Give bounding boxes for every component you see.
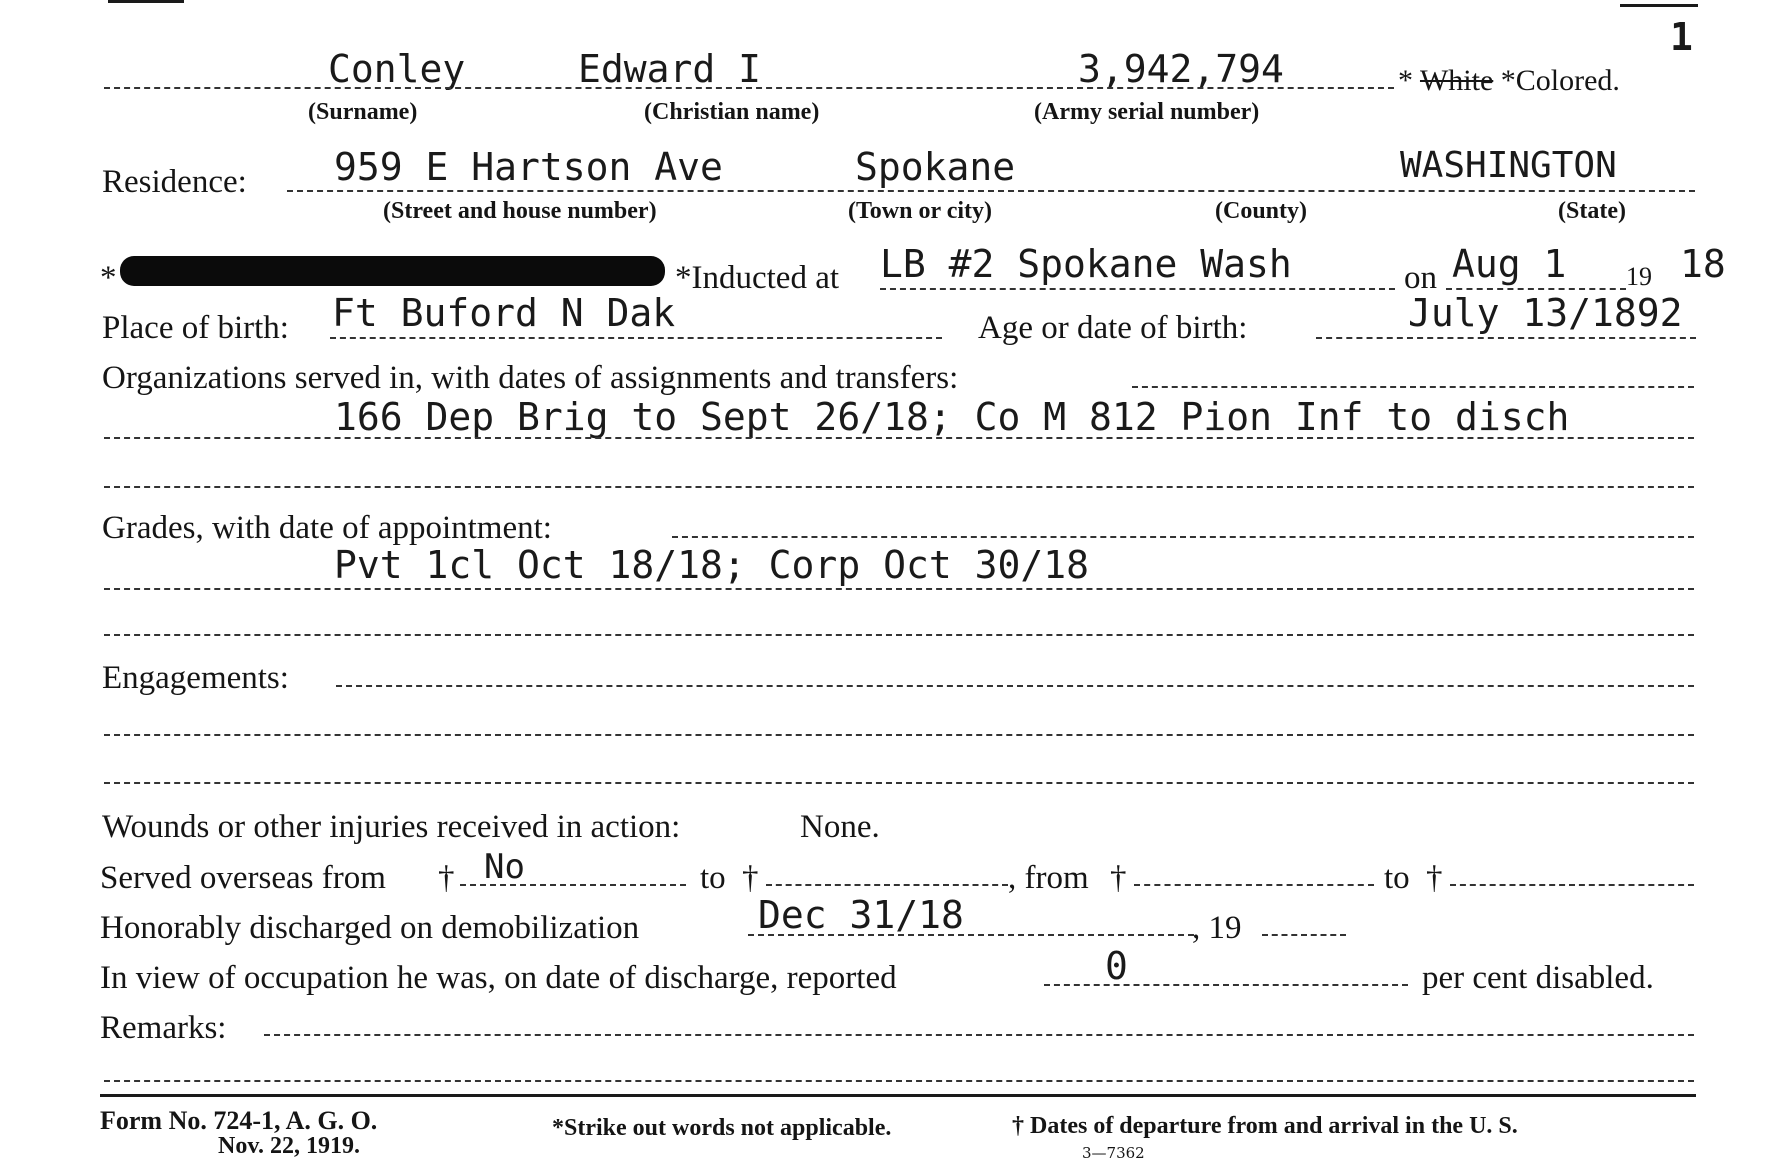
overseas-second-to-label: to — [1384, 860, 1410, 896]
organizations-label-line — [1132, 386, 1694, 388]
discharge-label: Honorably discharged on demobilization — [100, 910, 640, 946]
birth-place-line — [330, 337, 942, 339]
surname-value: Conley — [328, 47, 466, 91]
town-caption: (Town or city) — [848, 198, 992, 224]
footer-rule — [100, 1094, 1696, 1097]
overseas-second-to-line — [1450, 884, 1694, 886]
inducted-at-label: *Inducted at — [675, 260, 840, 296]
remarks-line — [264, 1034, 1694, 1036]
state-caption: (State) — [1558, 198, 1626, 224]
overseas-to-label: to — [700, 860, 726, 896]
engagements-label: Engagements: — [102, 660, 289, 696]
state-value: WASHINGTON — [1400, 145, 1617, 186]
birth-place-value: Ft Buford N Dak — [332, 291, 676, 335]
grades-value: Pvt 1cl Oct 18/18; Corp Oct 30/18 — [334, 543, 1089, 587]
induction-date-line — [1446, 288, 1626, 290]
wounds-label: Wounds or other injuries received in action: — [102, 809, 681, 845]
grades-label-line — [672, 536, 1694, 538]
dagger-mark: † — [742, 860, 759, 896]
dagger-mark: † — [1426, 860, 1443, 896]
overseas-from-value: No — [484, 847, 525, 887]
birth-place-label: Place of birth: — [102, 310, 289, 346]
birth-date-label: Age or date of birth: — [978, 310, 1248, 346]
induction-place-line — [880, 288, 1395, 290]
overseas-to-line — [766, 884, 1008, 886]
remarks-blank-line — [104, 1080, 1694, 1082]
race-colored: Colored. — [1515, 64, 1620, 97]
print-code: 3—7362 — [1082, 1144, 1145, 1162]
engagements-blank-line — [104, 782, 1694, 784]
race-star: * — [1398, 64, 1413, 97]
christian-name-value: Edward I — [578, 47, 762, 91]
discharge-date-line — [748, 934, 1194, 936]
redaction-mark — [120, 256, 665, 286]
remarks-label: Remarks: — [100, 1010, 227, 1046]
disability-suffix: per cent disabled. — [1422, 960, 1654, 996]
dagger-mark: † — [438, 860, 455, 896]
christian-name-caption: (Christian name) — [644, 99, 820, 125]
overseas-second-from-label: , from — [1008, 860, 1089, 896]
induction-year-suffix: 18 — [1680, 242, 1726, 286]
organizations-blank-line — [104, 486, 1694, 488]
discharge-year-prefix: , 19 — [1192, 910, 1242, 946]
form-number: Form No. 724-1, A. G. O. — [100, 1106, 378, 1135]
street-caption: (Street and house number) — [383, 198, 657, 224]
overseas-from-label: Served overseas from — [100, 860, 386, 896]
induction-star: * — [100, 260, 117, 296]
top-border-mark — [108, 0, 184, 3]
strike-note: *Strike out words not applicable. — [552, 1115, 892, 1141]
disability-value: 0 — [1105, 944, 1128, 988]
disability-label: In view of occupation he was, on date of discharge, reported — [100, 960, 897, 996]
serial-number-caption: (Army serial number) — [1034, 99, 1260, 125]
grades-line — [104, 588, 1694, 590]
serial-number-value: 3,942,794 — [1078, 47, 1284, 91]
engagements-blank-line — [104, 734, 1694, 736]
induction-date-value: Aug 1 — [1452, 242, 1567, 286]
race-star: * — [1500, 64, 1516, 97]
overseas-from-line — [460, 884, 686, 886]
street-value: 959 E Hartson Ave — [334, 145, 723, 189]
grades-blank-line — [104, 634, 1694, 636]
induction-place-value: LB #2 Spokane Wash — [880, 242, 1292, 286]
overseas-second-from-line — [1134, 884, 1374, 886]
name-line — [104, 87, 1394, 89]
top-border-mark — [1620, 4, 1698, 7]
organizations-line — [104, 437, 1694, 439]
page-number: 1 — [1670, 15, 1693, 59]
residence-line — [287, 190, 1695, 192]
engagements-line — [336, 685, 1694, 687]
wounds-value: None. — [800, 809, 880, 845]
grades-label: Grades, with date of appointment: — [102, 510, 552, 546]
organizations-label: Organizations served in, with dates of assignments and transfers: — [102, 360, 959, 396]
dagger-mark: † — [1110, 860, 1127, 896]
disability-line — [1044, 984, 1408, 986]
organizations-value: 166 Dep Brig to Sept 26/18; Co M 812 Pion Inf to disch — [334, 395, 1570, 439]
discharge-date-value: Dec 31/18 — [758, 893, 964, 937]
birth-date-line — [1316, 337, 1696, 339]
race-white-struck: White — [1419, 64, 1494, 97]
surname-caption: (Surname) — [308, 99, 418, 125]
induction-on-label: on — [1404, 260, 1437, 296]
town-value: Spokane — [855, 145, 1016, 189]
birth-date-value: July 13/1892 — [1408, 291, 1683, 335]
dates-note: † Dates of departure from and arrival in the U. S. — [1012, 1113, 1518, 1139]
race-options — [1398, 66, 1620, 96]
induction-year-prefix: 19 — [1626, 262, 1652, 291]
county-caption: (County) — [1215, 198, 1308, 224]
form-date: Nov. 22, 1919. — [218, 1133, 361, 1159]
discharge-year-line — [1262, 934, 1346, 936]
residence-label: Residence: — [102, 164, 247, 200]
